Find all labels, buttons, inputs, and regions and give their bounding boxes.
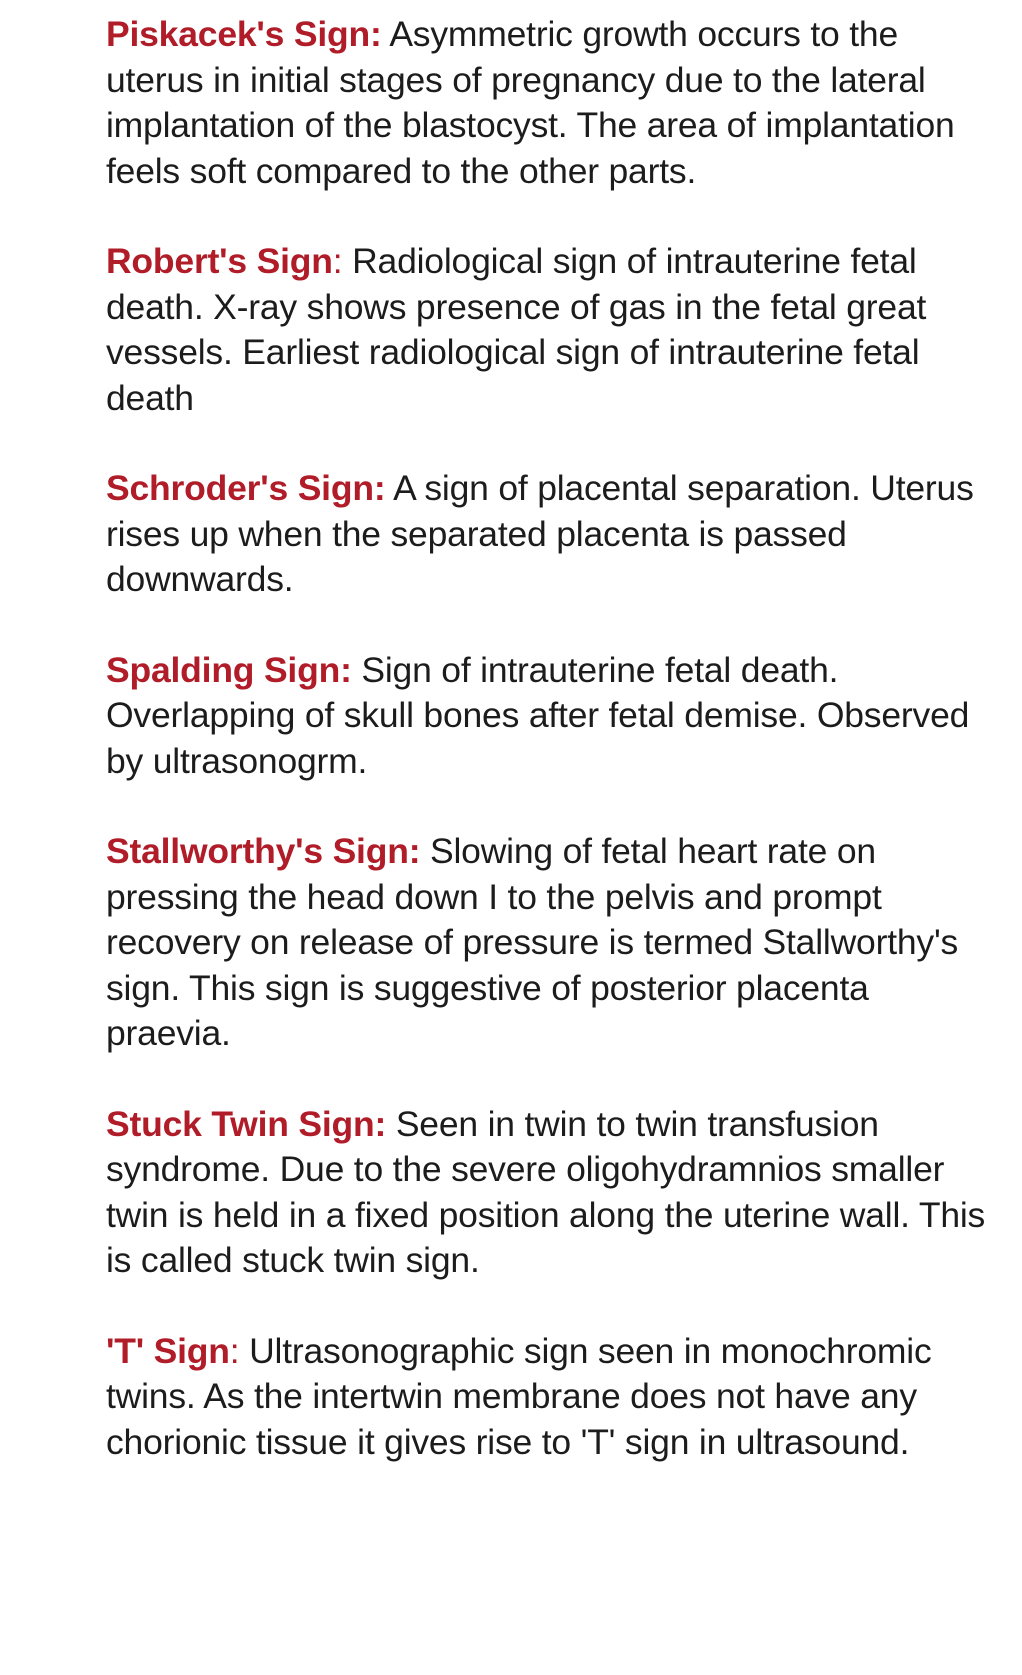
sign-definition: Slowing of fetal heart rate on pressing the head down I to the pelvis and prompt recovery on release of pressure is termed Stallworthy's sign. This sign is suggestive of posterior placenta praevia. [106, 831, 959, 1053]
sign-entry-schroder [106, 466, 986, 603]
sign-entry-robert [106, 239, 986, 421]
term-separator: : [408, 831, 421, 871]
term-separator: : [229, 1330, 240, 1371]
sign-definition: Radiological sign of intrauterine fetal death. X-ray shows presence of gas in the fetal great vessels. Earliest radiological sign of intrauterine fetal death [106, 241, 927, 418]
sign-definition: Sign of intrauterine fetal death. Overlapping of skull bones after fetal demise. Observed by ultrasonogrm. [106, 649, 970, 781]
sign-definition: Ultrasonographic sign seen in monochromic twins. As the intertwin membrane does not have any chorionic tissue it gives rise to 'T' sign in ultrasound. [106, 1330, 932, 1462]
sign-term: Stuck Twin Sign [106, 1103, 375, 1144]
sign-entry-stallworthy [106, 829, 986, 1057]
sign-term: Piskacek's Sign [106, 14, 370, 54]
sign-term: 'T' Sign [106, 1330, 230, 1371]
term-separator: : [373, 468, 386, 508]
sign-entry-t-sign [106, 1329, 986, 1466]
sign-term: Stallworthy's Sign [106, 831, 409, 871]
sign-definition: Seen in twin to twin transfusion syndrome. Due to the severe oligohydramnios smaller twin is held in a fixed position along the uterine wall. This is called stuck twin sign. [106, 1103, 986, 1280]
sign-entry-piskacek [106, 12, 986, 194]
term-separator: : [332, 241, 343, 281]
sign-definition: A sign of placental separation. Uterus rises up when the separated placenta is passed downwards. [106, 468, 974, 599]
sign-entry-stuck-twin [106, 1102, 986, 1284]
sign-term: Schroder's Sign [106, 468, 374, 508]
sign-entry-spalding [106, 648, 986, 785]
sign-term: Spalding Sign [106, 649, 341, 690]
term-separator: : [374, 1103, 387, 1144]
sign-term: Robert's Sign [106, 241, 333, 281]
sign-definition-list [106, 12, 986, 1510]
sign-definition: Asymmetric growth occurs to the uterus in initial stages of pregnancy due to the lateral implantation of the blastocyst. The area of implantation feels soft compared to the other parts. [106, 14, 955, 191]
term-separator: : [340, 649, 352, 690]
term-separator: : [369, 14, 382, 54]
